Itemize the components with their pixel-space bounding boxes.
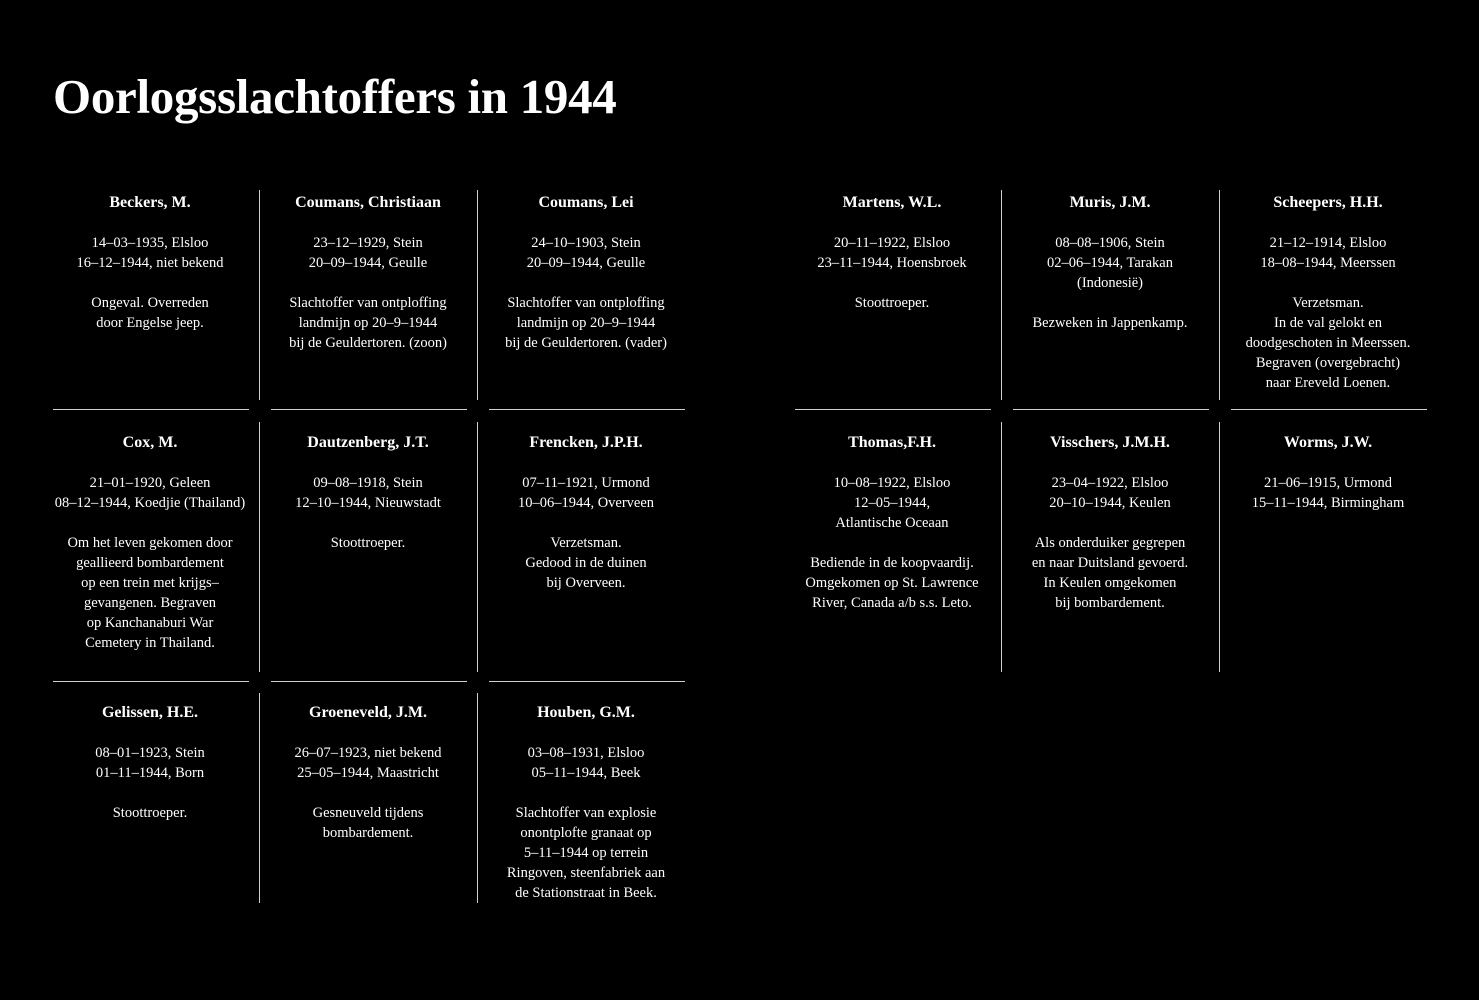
victim-notes: Verzetsman. Gedood in de duinen bij Overveen. bbox=[525, 535, 647, 591]
victim-died: 15–11–1944, Birmingham bbox=[1251, 495, 1405, 511]
grid-divider bbox=[1231, 409, 1427, 410]
victim-name: Scheepers, H.H. bbox=[1273, 194, 1383, 211]
victim-name: Frencken, J.P.H. bbox=[529, 434, 643, 451]
page-title: Oorlogsslachtoffers in 1944 bbox=[53, 69, 617, 124]
victim-card bbox=[41, 193, 259, 333]
grid-divider bbox=[53, 409, 249, 410]
victim-notes: Bediende in de koopvaardij. Omgekomen op St. Lawrence River, Canada a/b s.s. Leto. bbox=[805, 555, 979, 611]
victim-died: 20–09–1944, Geulle bbox=[308, 255, 428, 271]
victim-born: 23–04–1922, Elsloo bbox=[1051, 475, 1169, 491]
victim-died: 05–11–1944, Beek bbox=[531, 765, 641, 781]
victim-notes: Als onderduiker gegrepen en naar Duitsland gevoerd. In Keulen omgekomen bij bombardement. bbox=[1031, 535, 1189, 611]
victim-card bbox=[259, 193, 477, 353]
victim-notes: Slachtoffer van explosie onontplofte granaat op 5–11–1944 op terrein Ringoven, steenfabriek aan de Stationstraat in Beek. bbox=[506, 805, 666, 901]
victim-died: 18–08–1944, Meerssen bbox=[1260, 255, 1396, 271]
grid-divider bbox=[489, 409, 685, 410]
victim-died: 12–05–1944, bbox=[853, 495, 931, 511]
victim-died: 23–11–1944, Hoensbroek bbox=[817, 255, 967, 271]
victim-notes: Ongeval. Overreden door Engelse jeep. bbox=[91, 295, 209, 331]
victim-name: Groeneveld, J.M. bbox=[309, 704, 427, 721]
victim-name: Gelissen, H.E. bbox=[101, 704, 198, 721]
victim-born: 09–08–1918, Stein bbox=[313, 475, 423, 491]
victim-card bbox=[41, 433, 259, 653]
victim-card bbox=[1001, 433, 1219, 613]
victim-died: 16–12–1944, niet bekend bbox=[76, 255, 224, 271]
victim-notes: Gesneuveld tijdens bombardement. bbox=[312, 805, 424, 841]
victim-notes: Slachtoffer van ontploffing landmijn op 20–9–1944 bij de Geuldertoren. (vader) bbox=[505, 295, 667, 351]
victim-card bbox=[783, 433, 1001, 613]
victim-name: Worms, J.W. bbox=[1283, 434, 1373, 451]
victim-card bbox=[783, 193, 1001, 313]
victim-born: 23–12–1929, Stein bbox=[313, 235, 423, 251]
victim-name: Thomas,F.H. bbox=[848, 434, 936, 451]
victim-died: 20–09–1944, Geulle bbox=[526, 255, 646, 271]
grid-divider bbox=[271, 409, 467, 410]
victim-card bbox=[1219, 433, 1437, 513]
victim-card bbox=[477, 193, 695, 353]
grid-divider bbox=[489, 681, 685, 682]
victim-born: 21–06–1915, Urmond bbox=[1263, 475, 1393, 491]
victim-name: Houben, G.M. bbox=[537, 704, 635, 721]
victim-died: 02–06–1944, Tarakan bbox=[1047, 255, 1173, 271]
victim-died: 01–11–1944, Born bbox=[95, 765, 205, 781]
victim-notes: Stoottroeper. bbox=[330, 535, 406, 551]
victim-died: 12–10–1944, Nieuwstadt bbox=[295, 495, 441, 511]
victim-card bbox=[1001, 193, 1219, 333]
victim-died-place: Atlantische Oceaan bbox=[835, 515, 949, 531]
victim-notes: Slachtoffer van ontploffing landmijn op 20–9–1944 bij de Geuldertoren. (zoon) bbox=[289, 295, 447, 351]
victim-card bbox=[1219, 193, 1437, 393]
victim-notes: Om het leven gekomen door geallieerd bombardement op een trein met krijgs– gevangenen. Begraven op Kanchanaburi War Cemetery in Thailand. bbox=[67, 535, 233, 651]
victim-died: 20–10–1944, Keulen bbox=[1049, 495, 1171, 511]
victim-born: 26–07–1923, niet bekend bbox=[294, 745, 442, 761]
victim-notes: Bezweken in Jappenkamp. bbox=[1032, 315, 1188, 331]
victim-born: 10–08–1922, Elsloo bbox=[833, 475, 951, 491]
victim-card bbox=[477, 433, 695, 593]
victim-died: 25–05–1944, Maastricht bbox=[297, 765, 439, 781]
victim-name: Cox, M. bbox=[122, 434, 178, 451]
victim-died-place: (Indonesië) bbox=[1076, 275, 1144, 291]
victim-notes: Stoottroeper. bbox=[854, 295, 930, 311]
grid-divider bbox=[1013, 409, 1209, 410]
grid-divider bbox=[795, 409, 991, 410]
victim-card bbox=[41, 703, 259, 823]
victim-name: Beckers, M. bbox=[109, 194, 191, 211]
victim-card bbox=[477, 703, 695, 903]
victim-name: Martens, W.L. bbox=[842, 194, 942, 211]
victim-card bbox=[259, 703, 477, 843]
victim-born: 14–03–1935, Elsloo bbox=[91, 235, 209, 251]
victim-died: 10–06–1944, Overveen bbox=[517, 495, 655, 511]
victim-notes: Verzetsman. In de val gelokt en doodgeschoten in Meerssen. Begraven (overgebracht) naar Ereveld Loenen. bbox=[1245, 295, 1411, 391]
victim-name: Coumans, Christiaan bbox=[295, 194, 441, 211]
grid-divider bbox=[271, 681, 467, 682]
victim-born: 21–01–1920, Geleen bbox=[89, 475, 211, 491]
victim-born: 24–10–1903, Stein bbox=[531, 235, 641, 251]
victim-born: 20–11–1922, Elsloo bbox=[833, 235, 951, 251]
victim-notes: Stoottroeper. bbox=[112, 805, 188, 821]
victim-born: 03–08–1931, Elsloo bbox=[527, 745, 645, 761]
victim-born: 08–08–1906, Stein bbox=[1055, 235, 1165, 251]
victim-card bbox=[259, 433, 477, 553]
victim-born: 07–11–1921, Urmond bbox=[522, 475, 650, 491]
victim-born: 21–12–1914, Elsloo bbox=[1269, 235, 1387, 251]
victim-name: Coumans, Lei bbox=[538, 194, 634, 211]
victim-name: Visschers, J.M.H. bbox=[1050, 434, 1170, 451]
victim-name: Muris, J.M. bbox=[1069, 194, 1151, 211]
victim-name: Dautzenberg, J.T. bbox=[307, 434, 429, 451]
grid-divider bbox=[53, 681, 249, 682]
victim-born: 08–01–1923, Stein bbox=[95, 745, 205, 761]
victim-died: 08–12–1944, Koedjie (Thailand) bbox=[54, 495, 246, 511]
